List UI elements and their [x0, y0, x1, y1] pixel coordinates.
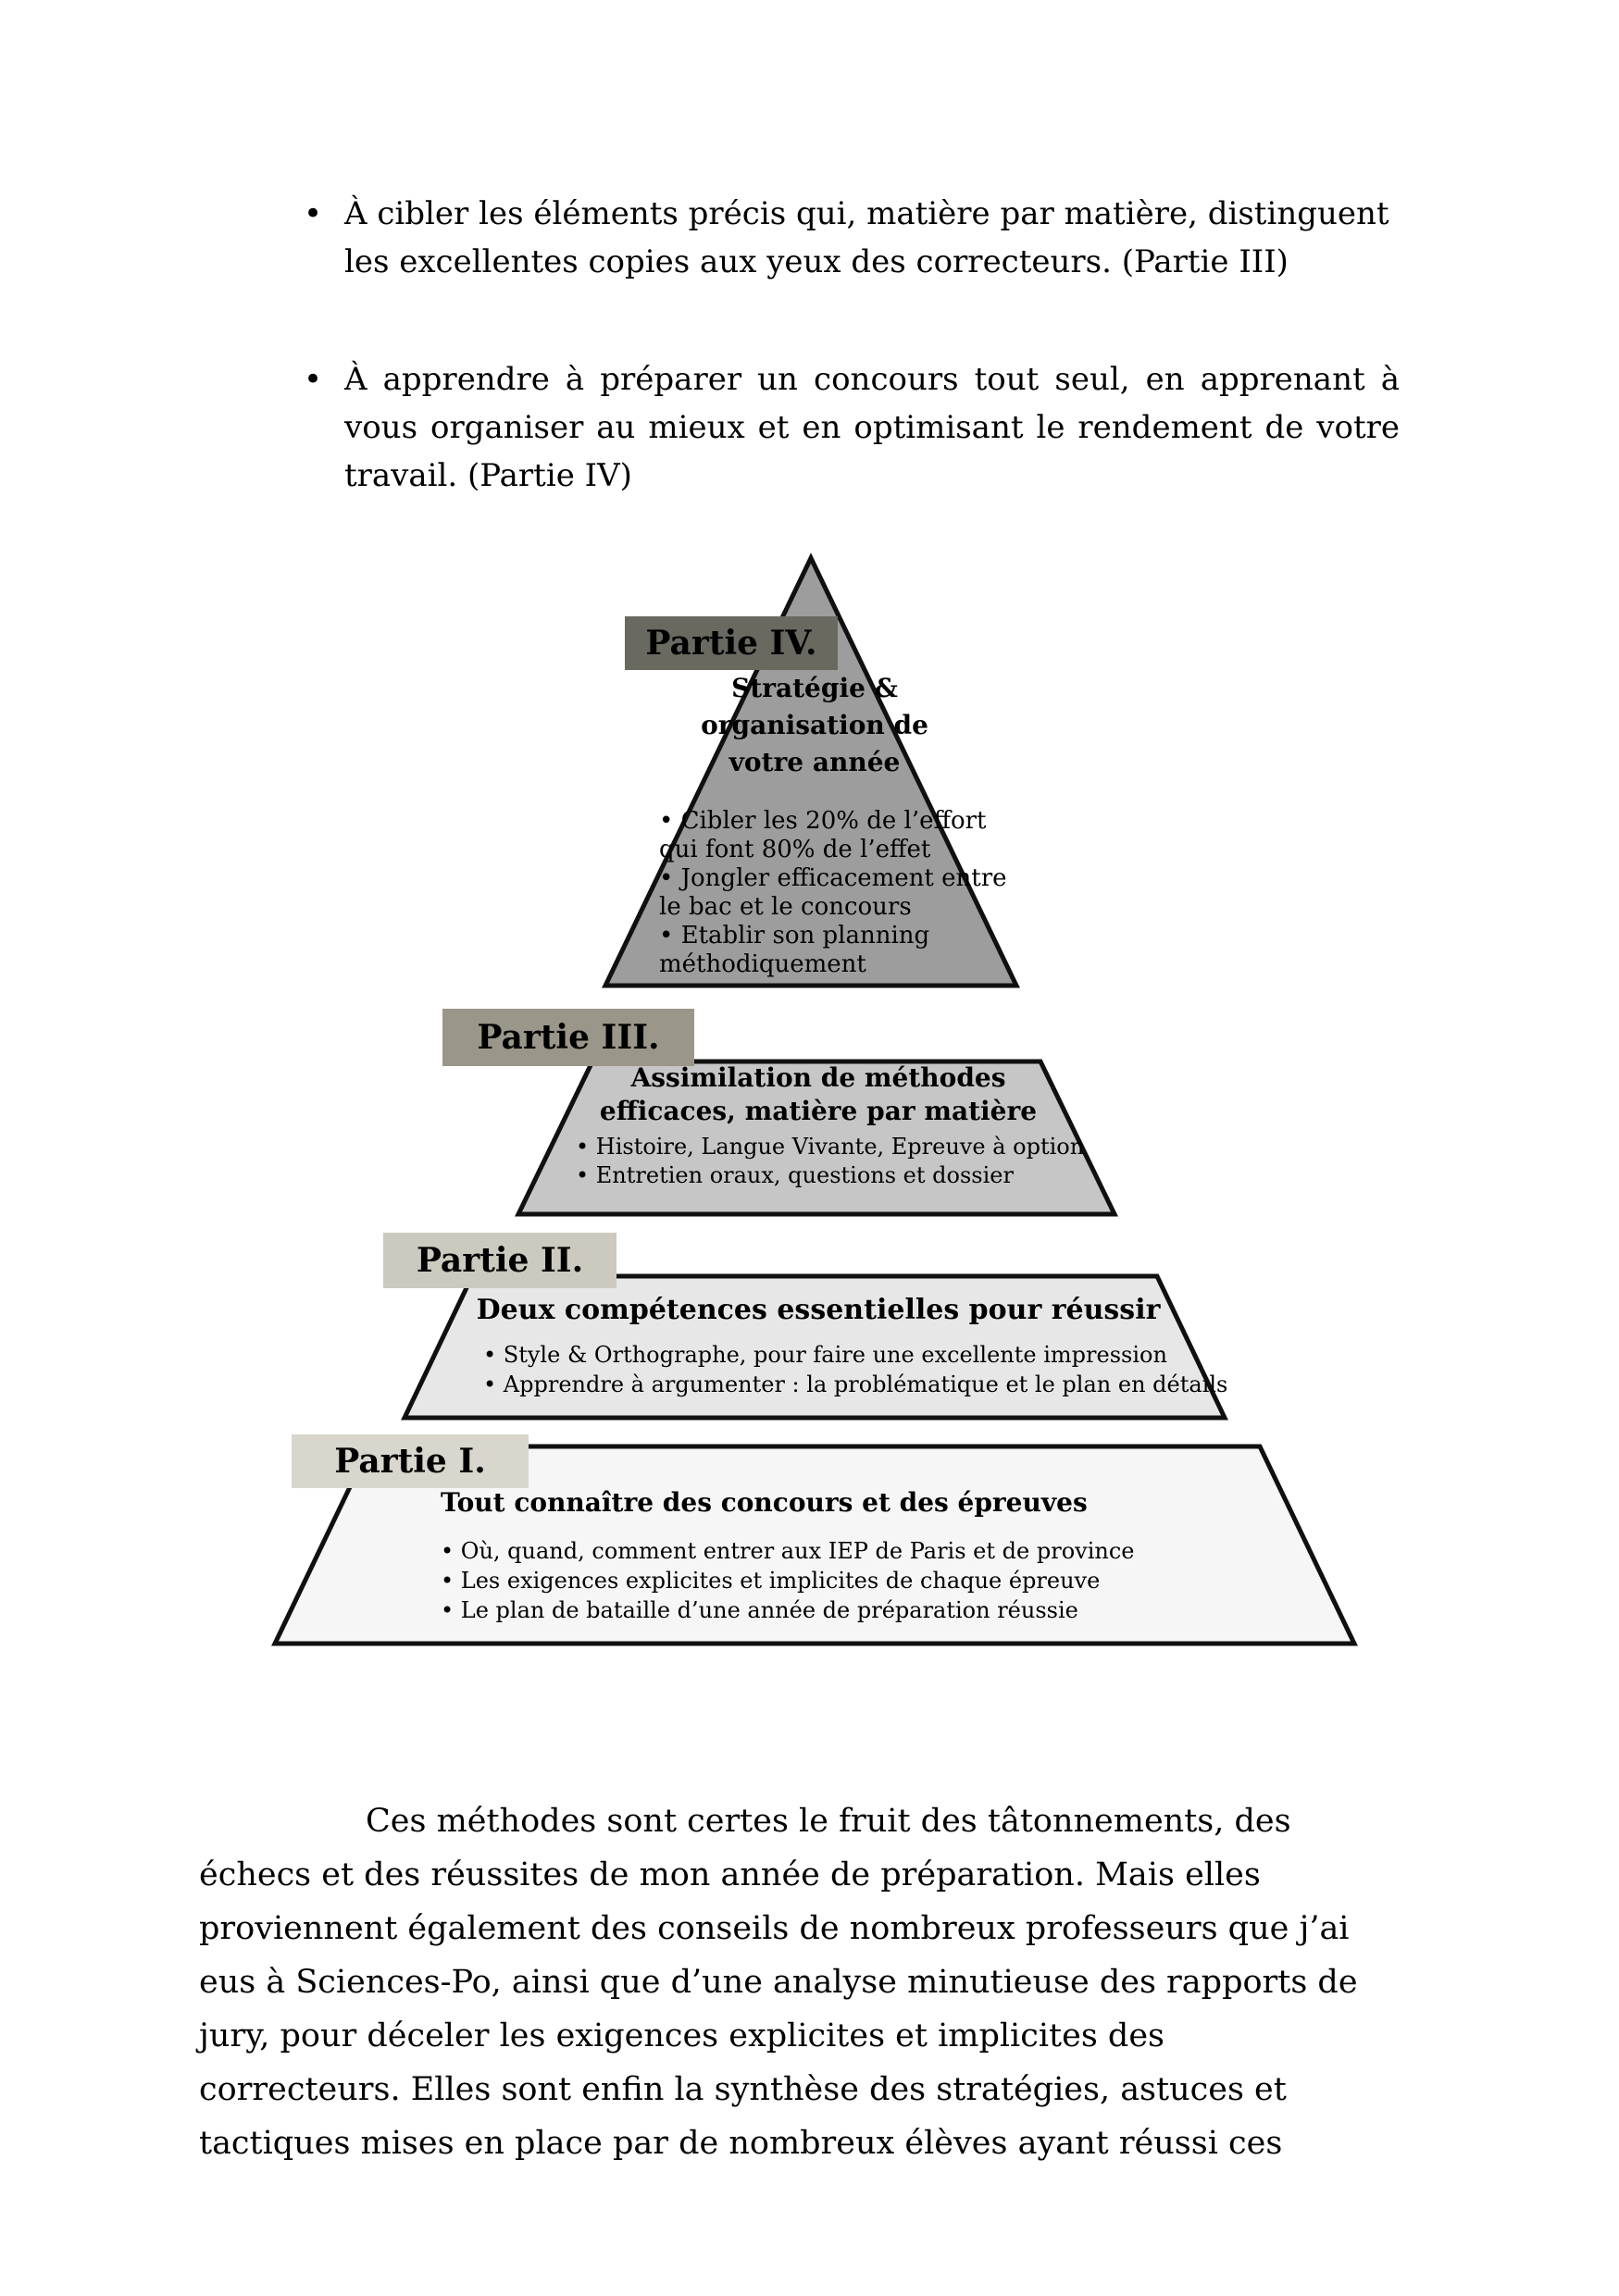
pyramid-label-text: Partie III.: [477, 1018, 660, 1057]
text-line: À apprendre à préparer un concours tout seul, en apprenant à: [344, 361, 1400, 398]
pyramid-label-partie-iii: [442, 1009, 694, 1066]
paragraph-line: Ces méthodes sont certes le fruit des tâtonnements, des: [366, 1803, 1291, 1840]
pyramid-level-1-bullets: [441, 1536, 1134, 1625]
text-line: travail. (Partie IV): [344, 457, 632, 494]
pyramid-level-4-title: Stratégie & organisation de votre année: [701, 673, 928, 777]
pyramid-bullet: • Etablir son planning méthodiquement: [659, 922, 930, 978]
bullet-icon: •: [304, 361, 323, 398]
pyramid-bullet: • Style & Orthographe, pour faire une excellente impression: [483, 1342, 1167, 1368]
text-line: À cibler les éléments précis qui, matière par matière, distinguent: [344, 195, 1389, 232]
pyramid-label-text: Partie IV.: [645, 624, 817, 663]
pyramid-bullet: • Les exigences explicites et implicites de chaque épreuve: [441, 1568, 1101, 1594]
pyramid-label-text: Partie II.: [416, 1241, 584, 1280]
paragraph-line: correcteurs. Elles sont enfin la synthèse des stratégies, astuces et: [199, 2071, 1287, 2108]
pyramid-bullet: • Jongler efficacement entre le bac et le concours: [659, 864, 1007, 921]
pyramid-bullet: • Où, quand, comment entrer aux IEP de Paris et de province: [441, 1538, 1135, 1564]
paragraph-line: tactiques mises en place par de nombreux élèves ayant réussi ces: [199, 2125, 1283, 2162]
pyramid-level-3-bullets: [576, 1133, 1084, 1190]
paragraph-line: eus à Sciences-Po, ainsi que d’une analyse minutieuse des rapports de: [199, 1964, 1358, 2001]
pyramid-bullet: • Entretien oraux, questions et dossier: [576, 1162, 1014, 1188]
pyramid-label-partie-iv: [625, 616, 838, 670]
pyramid-bullet: • Le plan de bataille d’une année de préparation réussie: [441, 1597, 1078, 1623]
pyramid-level-2-title: Deux compétences essentielles pour réussir: [476, 1294, 1161, 1326]
closing-paragraph: [199, 1794, 1453, 2170]
paragraph-line: jury, pour déceler les exigences explicites et implicites des: [199, 2017, 1164, 2054]
pyramid-level-4-bullets: [659, 807, 1020, 979]
pyramid-label-text: Partie I.: [334, 1442, 486, 1481]
pyramid-level-1-title: Tout connaître des concours et des épreuves: [441, 1487, 1088, 1518]
paragraph-line: proviennent également des conseils de nombreux professeurs que j’ai: [199, 1910, 1350, 1947]
pyramid-bullet: • Histoire, Langue Vivante, Epreuve à option: [576, 1134, 1085, 1160]
paragraph-line: échecs et des réussites de mon année de préparation. Mais elles: [199, 1856, 1261, 1893]
pyramid-bullet: • Cibler les 20% de l’effort qui font 80% de l’effet: [659, 807, 987, 863]
pyramid-label-partie-ii: [383, 1233, 616, 1288]
pyramid-level-3-title: Assimilation de méthodes efficaces, matière par matière: [599, 1062, 1038, 1126]
bullet-icon: •: [304, 195, 323, 232]
text-line: vous organiser au mieux et en optimisant le rendement de votre: [344, 409, 1400, 446]
text-line: les excellentes copies aux yeux des correcteurs. (Partie III): [344, 243, 1289, 280]
pyramid-label-partie-i: [292, 1434, 529, 1488]
pyramid-bullet: • Apprendre à argumenter : la problématique et le plan en détails: [483, 1371, 1228, 1397]
pyramid-level-2-bullets: [483, 1340, 1227, 1399]
